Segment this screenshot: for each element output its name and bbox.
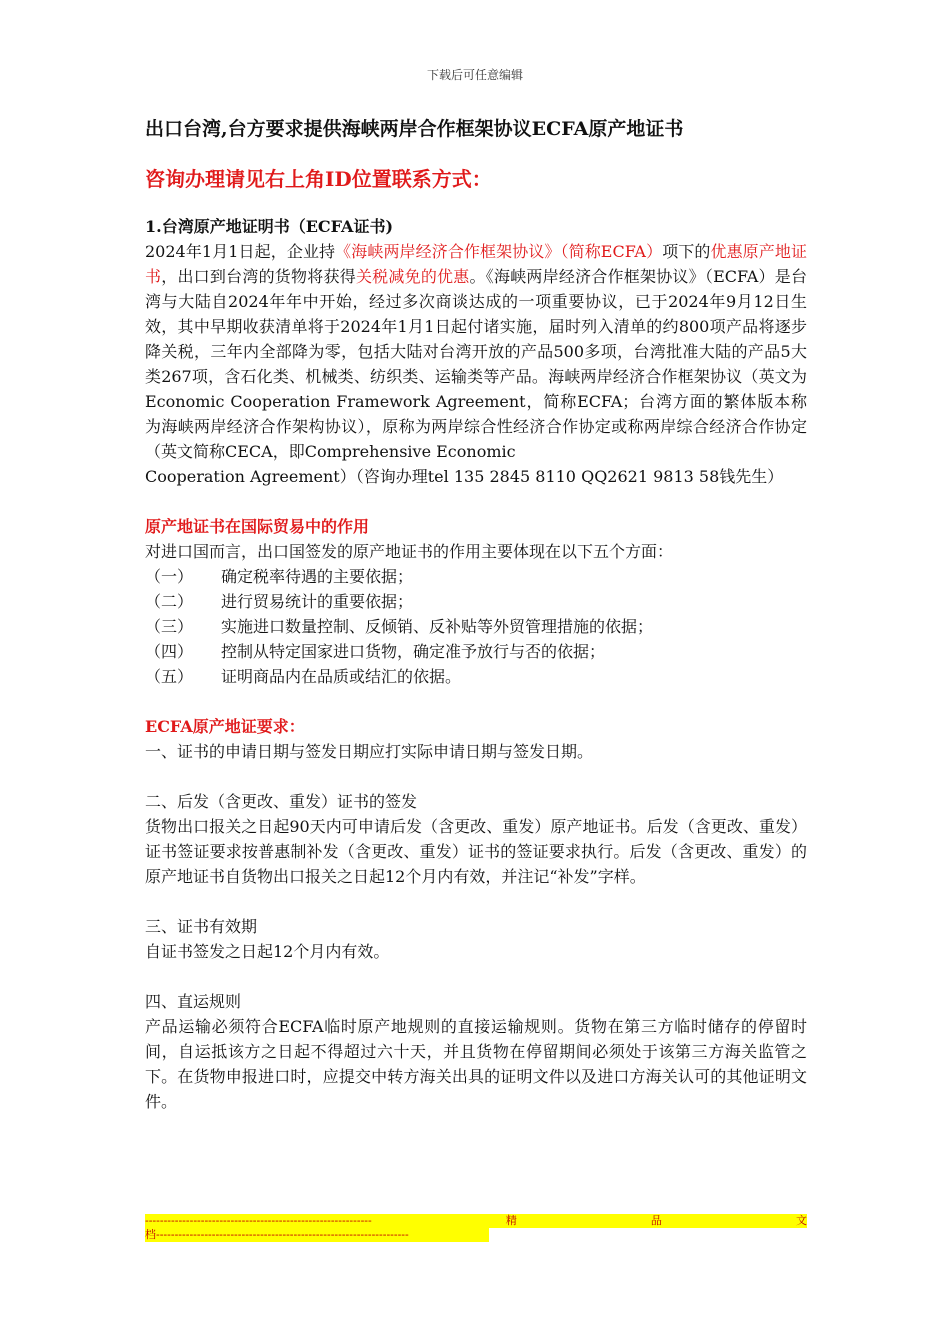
para-text: 。《海峡两岸经济合作框架协议》（ECFA）是台湾与大陆自2024年年中开始，经过多次商谈达成的一项重要协议，已于2024年9月12日生效，其中早期收获清单将于2024年1月1日起付诸实施，届时列入清单的约800项产品将逐步降关税，三年内全部降为零，包括大陆对台湾开放的产品500多项，台湾批准大陆的产品5大类267项，含石化类、机械类、纺织类、运输类等产品。海峡两岸经济合作框架协议（英文为Economic Cooperation Framework Agreement，简称ECFA；台湾方面的繁体版本称为海峡两岸经济合作架构协议），原称为两岸综合性经济合作协定或称两岸综合经济合作协定（英文简称CECA，即Comprehensive Economic (145, 267, 807, 461)
footer-char: 品 (650, 1214, 662, 1227)
requirement-1: 一、证书的申请日期与签发日期应打实际申请日期与签发日期。 (145, 742, 594, 761)
requirement-3-title: 三、证书有效期 (145, 917, 258, 936)
section2-intro: 对进口国而言，出口国签发的原产地证书的作用主要体现在以下五个方面： (145, 542, 674, 561)
list-item (145, 639, 807, 664)
requirement-4-title: 四、直运规则 (145, 992, 242, 1011)
para-text-contact: Cooperation Agreement）（咨询办理tel 135 2845 8110 QQ2621 9813 58钱先生） (145, 467, 784, 486)
para-highlight-certificate: 优惠原产地证书 (145, 242, 807, 286)
list-text: 控制从特定国家进口货物，确定准予放行与否的依据； (221, 642, 606, 661)
list-number: （四） (145, 642, 194, 661)
list-text: 确定税率待遇的主要依据； (221, 567, 414, 586)
footer-row-1 (145, 1214, 807, 1228)
document-body (145, 112, 807, 1114)
list-number: （一） (145, 567, 194, 586)
list-number: （三） (145, 617, 194, 636)
requirement-2-body: 货物出口报关之日起90天内可申请后发（含更改、重发）原产地证书。后发（含更改、重发）证书签证要求按普惠制补发（含更改、重发）证书的签证要求执行。后发（含更改、重发）的原产地证书自货物出口报关之日起12个月内有效，并注记“补发”字样。 (145, 817, 807, 886)
section1-heading: 1.台湾原产地证明书（ECFA证书) (145, 217, 394, 236)
section3-heading: ECFA原产地证要求： (145, 717, 305, 736)
footer-char: 文 (795, 1214, 807, 1227)
footer-dashes: -------------------------------------------------------------------- (156, 1228, 409, 1241)
requirement-4-body: 产品运输必须符合ECFA临时原产地规则的直接运输规则。货物在第三方临时储存的停留时间，自运抵该方之日起不得超过六十天，并且货物在停留期间必须处于该第三方海关监管之下。在货物申报进口时，应提交中转方海关出具的证明文件以及进口方海关认可的其他证明文件。 (145, 1017, 807, 1111)
consult-line: 咨询办理请见右上角ID位置联系方式： (145, 167, 492, 191)
footer-banner (145, 1214, 807, 1242)
list-number: （五） (145, 667, 194, 686)
list-number: （二） (145, 592, 194, 611)
para-highlight-agreement: 《海峡两岸经济合作框架协议》（简称ECFA） (335, 242, 663, 261)
document-title: 出口台湾,台方要求提供海峡两岸合作框架协议ECFA原产地证书 (145, 118, 684, 140)
para-highlight-tariff: 关税减免的优惠 (355, 267, 470, 286)
requirement-3-body: 自证书签发之日起12个月内有效。 (145, 942, 390, 961)
list-item (145, 664, 807, 689)
list-item (145, 564, 807, 589)
footer-char: 档 (145, 1228, 156, 1241)
list-text: 进行贸易统计的重要依据； (221, 592, 414, 611)
footer-char: 精 (505, 1214, 517, 1227)
footer-dashes: ------------------------------------------------------------- (145, 1214, 372, 1227)
para-text: 项下的 (662, 242, 711, 261)
list-item (145, 614, 807, 639)
section2-list (145, 564, 807, 689)
list-text: 证明商品内在品质或结汇的依据。 (221, 667, 462, 686)
section2-heading: 原产地证书在国际贸易中的作用 (145, 517, 370, 536)
para-text: ，出口到台湾的货物将获得 (161, 267, 356, 286)
list-item (145, 589, 807, 614)
requirement-2-title: 二、后发（含更改、重发）证书的签发 (145, 792, 418, 811)
section1-paragraph (145, 239, 807, 489)
list-text: 实施进口数量控制、反倾销、反补贴等外贸管理措施的依据； (221, 617, 654, 636)
header-note: 下载后可任意编辑 (426, 68, 523, 82)
para-text: 2024年1月1日起，企业持 (145, 242, 336, 261)
footer-row-2 (145, 1228, 489, 1242)
